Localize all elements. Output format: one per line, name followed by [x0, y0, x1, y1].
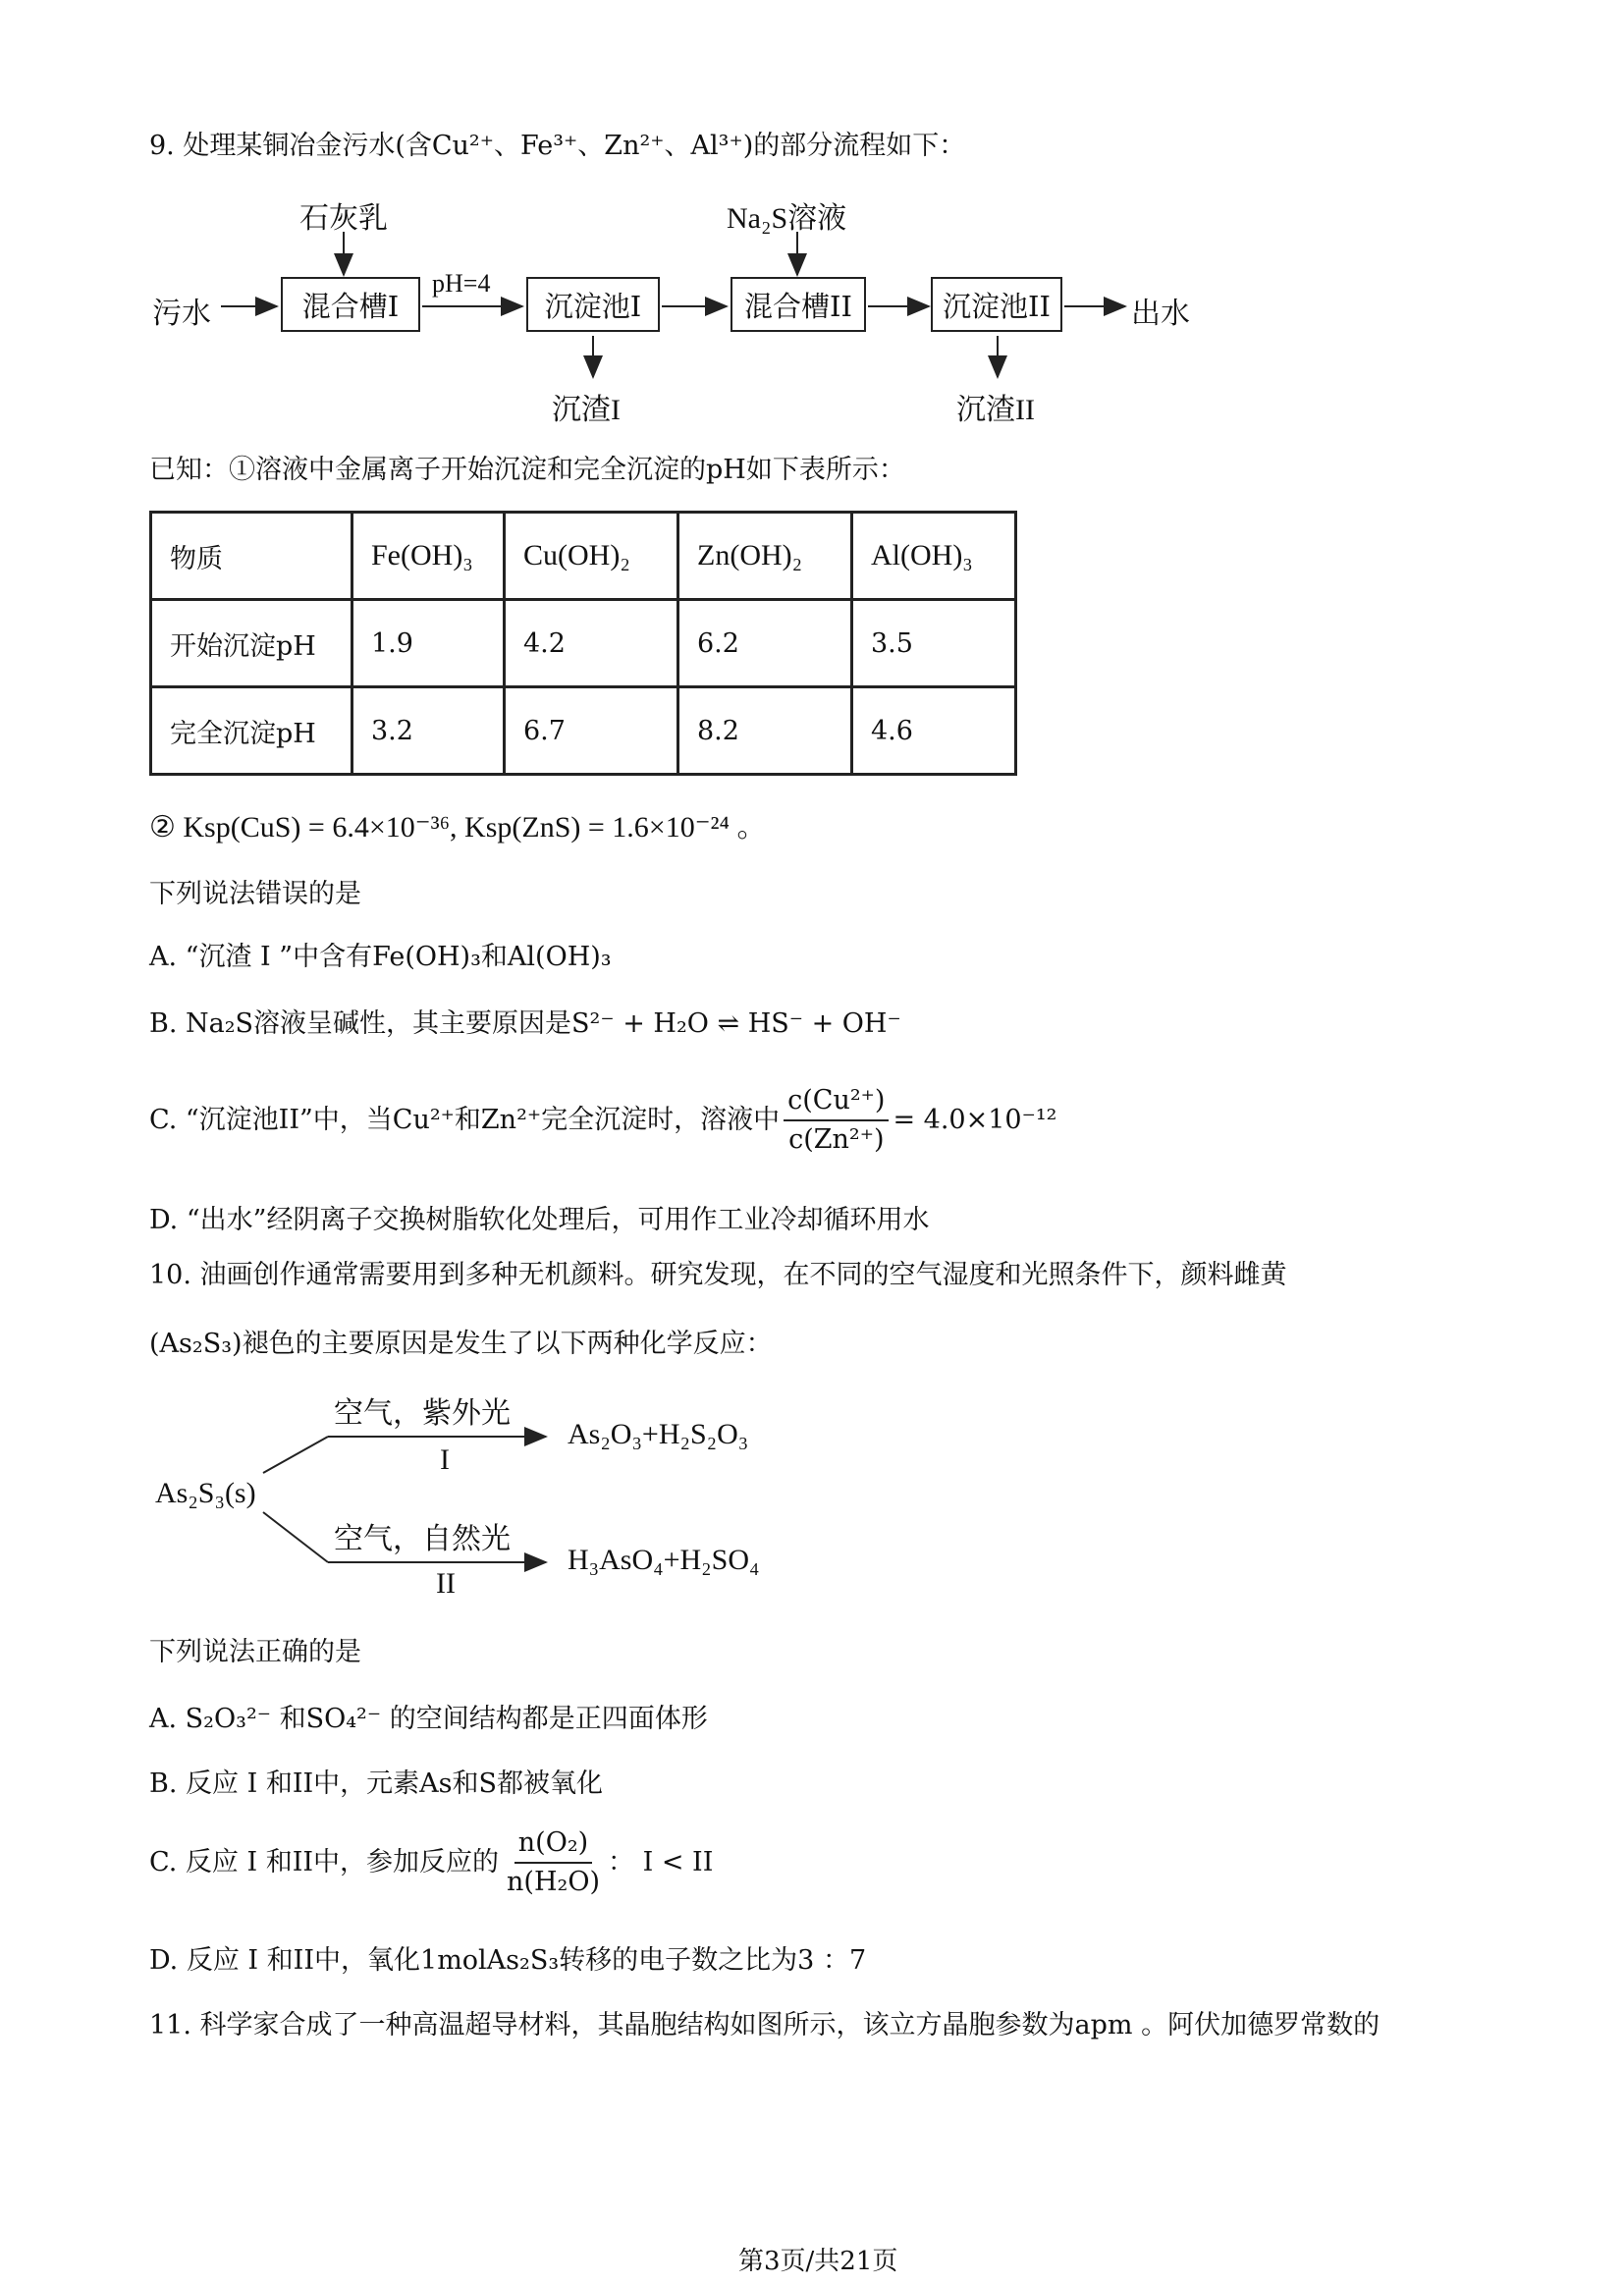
- table-header-cell: Zn(OH)₂: [678, 513, 852, 600]
- reaction-condition-1: 空气，紫外光: [334, 1397, 511, 1430]
- fraction-numerator: c(Cu²⁺): [784, 1084, 889, 1121]
- fraction-numerator: n(O₂): [514, 1826, 592, 1864]
- table-row-label: 开始沉淀pH: [151, 600, 352, 687]
- q9-stem: 9. 处理某铜冶金污水(含Cu²⁺、Fe³⁺、Zn²⁺、Al³⁺)的部分流程如下：: [149, 131, 966, 161]
- q10-option-c-fraction: [503, 1826, 604, 1899]
- flow-reagent1: 石灰乳: [299, 202, 388, 235]
- q10-option-a: A. S₂O₃²⁻ 和SO₄²⁻ 的空间结构都是正四面体形: [149, 1704, 708, 1734]
- q10-option-c-text: C. 反应 I 和II中，参加反应的: [149, 1847, 500, 1877]
- reaction-product-2: H₃AsO₄+H₂SO₄: [568, 1544, 760, 1576]
- table-header-cell: Fe(OH)₃: [352, 513, 505, 600]
- table-header-cell: Al(OH)₃: [852, 513, 1016, 600]
- flow-output: 出水: [1131, 298, 1190, 330]
- fraction-denominator: n(H₂O): [507, 1867, 600, 1897]
- table-cell: 1.9: [352, 600, 505, 687]
- q10-stem-line1: 10. 油画创作通常需要用到多种无机颜料。研究发现，在不同的空气湿度和光照条件下，颜料雌黄: [149, 1260, 1287, 1290]
- q9-option-d: D. “出水”经阴离子交换树脂软化处理后，可用作工业冷却循环用水: [149, 1205, 930, 1235]
- reaction-condition-2: 空气，自然光: [334, 1523, 511, 1555]
- table-row: [151, 600, 1016, 687]
- q9-known1: 已知：①溶液中金属离子开始沉淀和完全沉淀的pH如下表所示：: [149, 455, 905, 485]
- flow-tank2-label: 混合槽II: [744, 289, 852, 323]
- flow-box-tank2: [731, 277, 866, 332]
- table-cell: 4.6: [852, 687, 1016, 775]
- q9-option-a: A. “沉渣 I ”中含有Fe(OH)₃和Al(OH)₃: [149, 942, 612, 972]
- flow-input: 污水: [152, 298, 211, 330]
- page-number: 第3页/共21页: [738, 2247, 898, 2276]
- q10-option-c: [149, 1826, 713, 1899]
- q9-prompt: 下列说法错误的是: [149, 879, 361, 909]
- flow-pool2-label: 沉淀池II: [943, 289, 1051, 323]
- q9-option-b: B. Na₂S溶液呈碱性，其主要原因是S²⁻ + H₂O ⇌ HS⁻ + OH⁻: [149, 1008, 901, 1039]
- flow-residue1: 沉渣I: [552, 394, 621, 426]
- reaction-product-1: As₂O₃+H₂S₂O₃: [568, 1418, 749, 1450]
- reaction-label-2: II: [436, 1567, 456, 1600]
- q9-option-c-value: = 4.0×10⁻¹²: [893, 1105, 1057, 1135]
- q9-option-c: [149, 1084, 1057, 1157]
- reaction-label-1: I: [440, 1443, 450, 1476]
- q11-stem: 11. 科学家合成了一种高温超导材料，其晶胞结构如图所示，该立方晶胞参数为apm 。阿伏加德罗常数的: [149, 2010, 1380, 2040]
- table-cell: 3.5: [852, 600, 1016, 687]
- q10-prompt: 下列说法正确的是: [149, 1637, 361, 1667]
- table-header-cell: Cu(OH)₂: [505, 513, 678, 600]
- ph-table: [149, 511, 1017, 776]
- flow-pool1-label: 沉淀池I: [544, 289, 642, 323]
- q10-option-c-value: ： I < II: [608, 1847, 714, 1877]
- q10-option-b: B. 反应 I 和II中，元素As和S都被氧化: [149, 1768, 604, 1799]
- table-cell: 3.2: [352, 687, 505, 775]
- table-row: [151, 687, 1016, 775]
- table-header-cell: 物质: [151, 513, 352, 600]
- flow-box-pool2: [931, 277, 1062, 332]
- q9-known2: ② Ksp(CuS) = 6.4×10⁻³⁶, Ksp(ZnS) = 1.6×10⁻²⁴ 。: [149, 811, 767, 843]
- table-header-row: [151, 513, 1016, 600]
- table-cell: 6.2: [678, 600, 852, 687]
- flow-box-pool1: [526, 277, 660, 332]
- q10-option-d: D. 反应 I 和II中，氧化1molAs₂S₃转移的电子数之比为3 ：7: [149, 1945, 867, 1976]
- table-cell: 8.2: [678, 687, 852, 775]
- q9-option-c-text: C. “沉淀池II”中，当Cu²⁺和Zn²⁺完全沉淀时，溶液中: [149, 1105, 781, 1135]
- table-row-label: 完全沉淀pH: [151, 687, 352, 775]
- flow-reagent2: Na₂S溶液: [727, 202, 847, 235]
- table-cell: 6.7: [505, 687, 678, 775]
- q10-stem-line2: (As₂S₃)褪色的主要原因是发生了以下两种化学反应：: [149, 1329, 773, 1359]
- flow-box-tank1: [281, 277, 420, 332]
- flow-tank1-label: 混合槽I: [301, 289, 400, 323]
- table-cell: 4.2: [505, 600, 678, 687]
- flow-ph-label: pH=4: [432, 269, 491, 298]
- flow-residue2: 沉渣II: [956, 394, 1035, 426]
- fraction-denominator: c(Zn²⁺): [788, 1124, 885, 1155]
- q9-option-c-fraction: [784, 1084, 889, 1157]
- reaction-reactant: As₂S₃(s): [155, 1477, 256, 1509]
